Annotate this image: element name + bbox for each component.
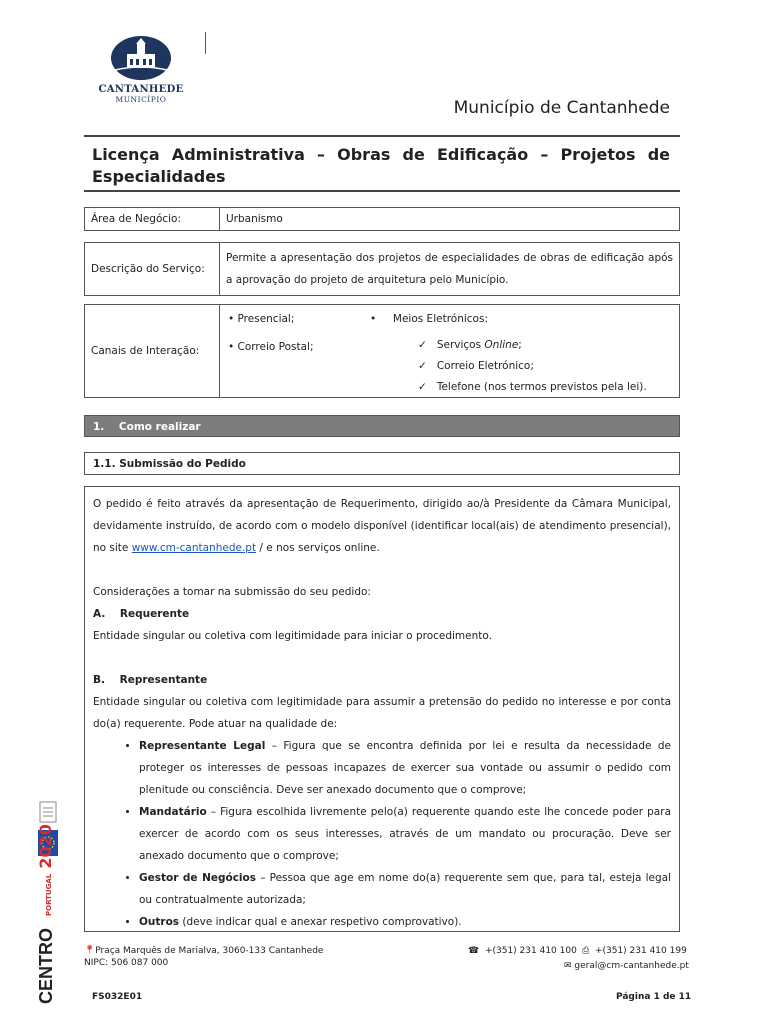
title-bottom-rule xyxy=(84,190,680,192)
list-item-text: (deve indicar qual e anexar respetivo comprovativo). xyxy=(179,916,462,928)
header-divider xyxy=(205,32,206,54)
page-number: Página 1 de 11 xyxy=(616,992,692,1002)
website-link[interactable]: www.cm-cantanhede.pt xyxy=(131,542,257,554)
check-icon: ✓ xyxy=(418,339,427,351)
channel-presencial-label: Presencial; xyxy=(237,313,295,325)
check-icon: ✓ xyxy=(418,381,427,393)
intro-paragraph xyxy=(93,493,671,559)
list-item-title: Mandatário xyxy=(139,806,207,818)
footer-email xyxy=(564,961,689,971)
logo-text-municipio: MUNICÍPIO xyxy=(115,95,167,104)
list-item-text: – Figura que se encontra definida por lei e resulta da necessidade de proteger os interesses de pessoas incapazes de exercer sua vontade ou assumir o pedido com plenitude ou consciência. Deve ser anexado documento que o comprove; xyxy=(139,740,671,796)
intro-text-end: / e nos serviços online. xyxy=(256,542,380,554)
footer-address: Praça Marquês de Marialva, 3060-133 Cantanhede xyxy=(95,946,324,956)
footer-nipc: NIPC: 506 087 000 xyxy=(84,958,169,968)
description-value: Permite a apresentação dos projetos de especialidades de obras de edificação após a aprovação do projeto de arquitetura pelo Município. xyxy=(220,243,680,296)
centro-label: CENTRO xyxy=(36,928,56,1004)
description-label: Descrição do Serviço: xyxy=(85,243,220,296)
channel-presencial: • Presencial; xyxy=(228,313,295,325)
logo-text-cantanhede: CANTANHEDE xyxy=(98,84,184,95)
electronic-item-email xyxy=(418,356,647,377)
list-item-text: – Pessoa que age em nome do(a) requerente sem que, para tal, esteja legal ou contratualmente autorizada; xyxy=(139,872,671,906)
area-table xyxy=(84,207,680,231)
envelope-icon: ✉ xyxy=(564,961,572,971)
channels-label: Canais de Interação: xyxy=(85,305,220,398)
list-item-text: – Figura escolhida livremente pelo(a) requerente quando este lhe concede poder para exercer de acordo com os seus interesses, através de um mandato ou procuração. Deve ser anexado documento que o comprove; xyxy=(139,806,671,862)
year-label: 2020 xyxy=(36,824,55,869)
intro-text: O pedido é feito através da apresentação de Requerimento, dirigido ao/à Presidente da Câmara Municipal, devidamente instruído, de acordo com o modelo disponível (identificar local(ais) de atendimento presencial), no site xyxy=(93,498,671,554)
list-item xyxy=(139,911,671,933)
list-item-title: Gestor de Negócios xyxy=(139,872,256,884)
online-semicolon: ; xyxy=(518,339,522,351)
representative-list xyxy=(93,735,671,933)
spacer xyxy=(93,559,671,581)
portugal-2020-logo xyxy=(36,824,60,916)
online-services-label: Serviços xyxy=(436,339,482,351)
representante-text: Entidade singular ou coletiva com legitimidade para assumir a pretensão do pedido no interesse e por conta do(a) requerente. Pode atuar na qualidade de: xyxy=(93,696,671,730)
channel-electronic-label: Meios Eletrónicos: xyxy=(392,313,488,325)
footer-address-block xyxy=(84,946,323,968)
requerente-heading: A. Requerente xyxy=(93,608,190,620)
funding-seal-icon xyxy=(36,800,60,824)
channel-postal-label: Correio Postal; xyxy=(237,341,314,353)
considerations-text: Considerações a tomar na submissão do seu pedido: xyxy=(93,586,371,598)
list-item xyxy=(139,801,671,867)
list-item-title: Representante Legal xyxy=(139,740,266,752)
list-item xyxy=(139,867,671,911)
centro-2020-logo xyxy=(34,928,60,1004)
document-title: Licença Administrativa – Obras de Edificação – Projetos de Especialidades xyxy=(92,145,670,186)
footer-phone xyxy=(468,946,577,956)
list-item-title: Outros xyxy=(139,916,180,928)
cantanhede-crest-icon xyxy=(109,34,173,82)
footer-fax xyxy=(582,946,687,956)
area-label: Área de Negócio: xyxy=(85,208,220,231)
area-value: Urbanismo xyxy=(220,208,680,231)
municipality-name: Município de Cantanhede xyxy=(453,98,670,118)
email-label: Correio Eletrónico; xyxy=(436,360,534,372)
channel-postal: • Correio Postal; xyxy=(228,341,314,353)
fax-icon: ⎙ xyxy=(582,946,590,956)
phone-icon: ☎ xyxy=(468,946,480,956)
subsection-heading: 1.1. Submissão do Pedido xyxy=(84,452,680,475)
electronic-item-phone xyxy=(418,377,647,398)
check-icon: ✓ xyxy=(418,360,427,372)
channels-cell xyxy=(220,305,680,398)
phone-label: Telefone (nos termos previstos pela lei). xyxy=(436,381,647,393)
channels-table xyxy=(84,304,680,398)
location-pin-icon: 📍 xyxy=(84,946,96,956)
portugal-label: PORTUGAL xyxy=(45,873,53,916)
document-code: FS032E01 xyxy=(92,992,143,1002)
requerente-text: Entidade singular ou coletiva com legitimidade para iniciar o procedimento. xyxy=(93,630,492,642)
content-box xyxy=(84,486,680,932)
footer-fax-number: +(351) 231 410 199 xyxy=(594,946,687,956)
online-italic: Online xyxy=(484,339,519,351)
electronic-item-online xyxy=(418,335,647,356)
channel-electronic: • Meios Eletrónicos: xyxy=(370,313,488,325)
title-top-rule xyxy=(84,135,680,137)
section-heading: 1. Como realizar xyxy=(84,415,680,437)
spacer xyxy=(93,647,671,669)
footer-phone-number: +(351) 231 410 100 xyxy=(484,946,577,956)
footer-email-address: geral@cm-cantanhede.pt xyxy=(574,961,689,971)
description-table xyxy=(84,242,680,296)
representante-heading: B. Representante xyxy=(93,674,208,686)
electronic-list xyxy=(418,335,647,398)
municipality-logo xyxy=(96,34,186,104)
list-item xyxy=(139,735,671,801)
